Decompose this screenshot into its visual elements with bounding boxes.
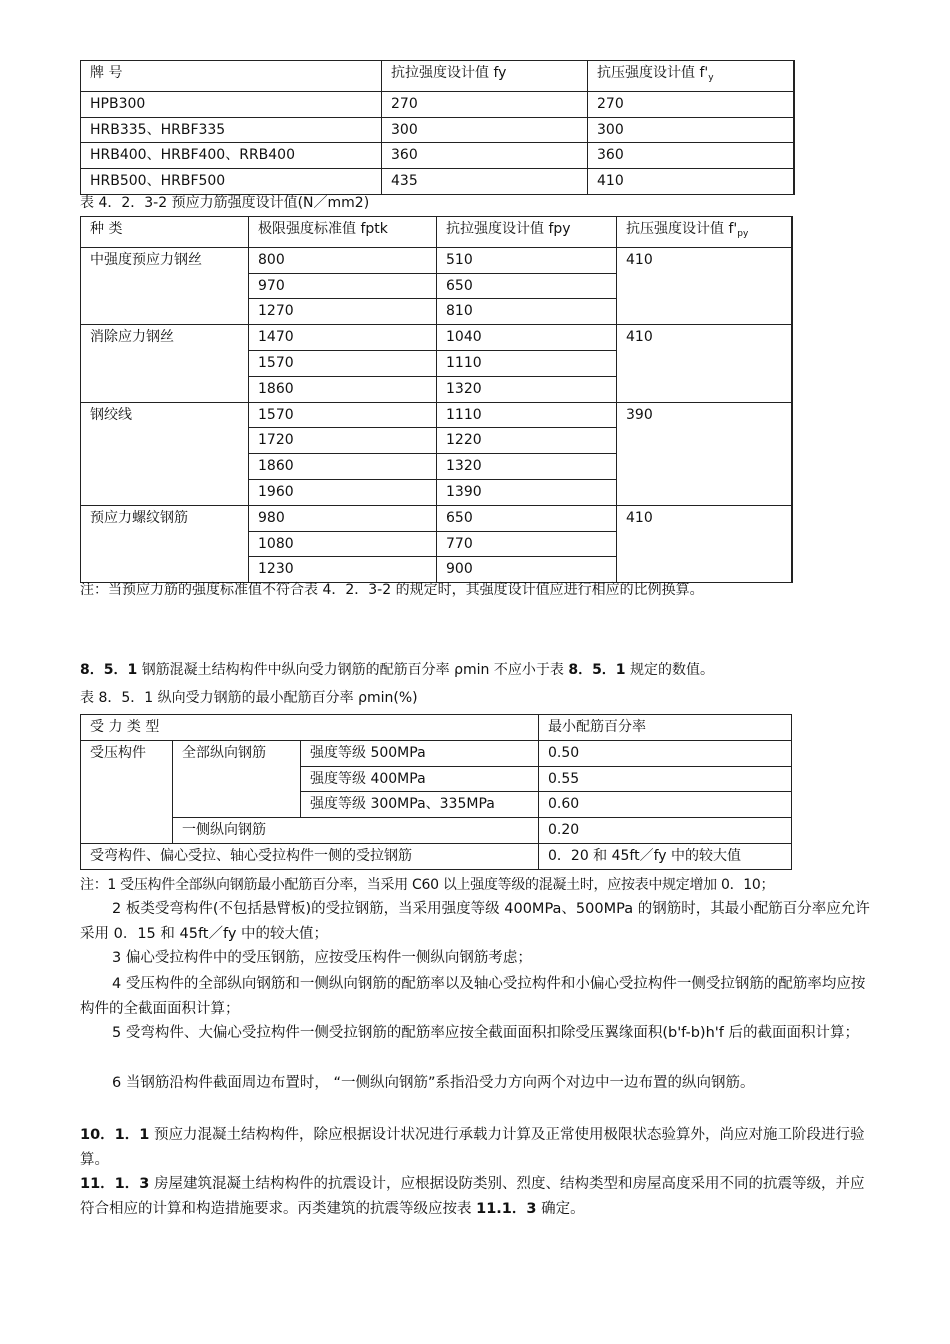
section-11-1-3: 11．1．3 房屋建筑混凝土结构构件的抗震设计，应根据设防类别、烈度、结构类型和房屋高度采用不同的抗震等级，并应符合相应的计算和构造措施要求。丙类建筑的抗震等级应按表 11.1．3 确定。 [80, 1176, 865, 1217]
cell-value: 0.60 [539, 792, 792, 818]
table-row [81, 402, 792, 428]
section-8-5-1: 8．5．1 钢筋混凝土结构构件中纵向受力钢筋的配筋百分率 ρmin 不应小于表 8．5．1 规定的数值。 [80, 662, 715, 678]
header-type: 受 力 类 型 [81, 715, 539, 741]
min-reinforcement-table [80, 714, 792, 870]
group-name: 中强度预应力钢丝 [81, 247, 249, 324]
table-row [81, 91, 794, 117]
cell-one-side: 一侧纵向钢筋 [173, 818, 539, 844]
cell-fpy: 1320 [437, 376, 617, 402]
cell-grade: HRB500、HRBF500 [81, 169, 382, 195]
table-row [81, 169, 794, 195]
cell-fptk: 800 [249, 247, 437, 273]
cell-bending: 受弯构件、偏心受拉、轴心受拉构件一侧的受拉钢筋 [81, 843, 539, 869]
cell-grade: 强度等级 300MPa、335MPa [301, 792, 539, 818]
table-row [81, 247, 792, 273]
header-min-ratio: 最小配筋百分率 [539, 715, 792, 741]
note-3: 3 偏心受拉构件中的受压钢筋，应按受压构件一侧纵向钢筋考虑； [112, 950, 532, 966]
table-header-row [81, 217, 792, 248]
cell-fpy: 1110 [437, 402, 617, 428]
cell-fpy: 650 [437, 273, 617, 299]
cell-fpy: 810 [437, 299, 617, 325]
header-tensile: 抗拉强度设计值 fy [382, 61, 588, 92]
cell-value: 0．20 和 45ft／fy 中的较大值 [539, 843, 792, 869]
group-name: 消除应力钢丝 [81, 325, 249, 402]
cell-fpy: 650 [437, 505, 617, 531]
cell-comp: 410 [617, 325, 792, 402]
section-10-1-1: 10．1．1 预应力混凝土结构构件，除应根据设计状况进行承载力计算及正常使用极限状态验算外，尚应对施工阶段进行验算。 [80, 1127, 865, 1168]
cell-fpy: 1110 [437, 350, 617, 376]
cell-tensile: 435 [382, 169, 588, 195]
cell-compressive: 410 [588, 169, 794, 195]
cell-compressive: 270 [588, 91, 794, 117]
table-row [81, 117, 794, 143]
cell-fpy: 1320 [437, 454, 617, 480]
cell-tensile: 360 [382, 143, 588, 169]
cell-grade: HRB335、HRBF335 [81, 117, 382, 143]
table-row [81, 143, 794, 169]
cell-fptk: 970 [249, 273, 437, 299]
table-row [81, 505, 792, 531]
table-row [81, 818, 792, 844]
cell-fptk: 1570 [249, 350, 437, 376]
table-row [81, 740, 792, 766]
cell-compressive: 300 [588, 117, 794, 143]
group-name: 钢绞线 [81, 402, 249, 505]
table-header-row [81, 61, 794, 92]
header-type: 种 类 [81, 217, 249, 248]
note-1: 注：1 受压构件全部纵向钢筋最小配筋百分率，当采用 C60 以上强度等级的混凝土时，应按表中规定增加 0．10； [80, 877, 775, 893]
cell-value: 0.20 [539, 818, 792, 844]
cell-fptk: 1720 [249, 428, 437, 454]
cell-value: 0.55 [539, 766, 792, 792]
cell-fpy: 1040 [437, 325, 617, 351]
cell-comp: 390 [617, 402, 792, 505]
cell-fptk: 1230 [249, 557, 437, 583]
cell-value: 0.50 [539, 740, 792, 766]
header-grade: 牌 号 [81, 61, 382, 92]
header-fptk: 极限强度标准值 fptk [249, 217, 437, 248]
header-compressive: 抗压强度设计值 $f'_y$ [588, 61, 794, 92]
cell-all-long: 全部纵向钢筋 [173, 740, 301, 817]
note-2: 2 板类受弯构件(不包括悬臂板)的受拉钢筋，当采用强度等级 400MPa、500MPa 的钢筋时，其最小配筋百分率应允许采用 0．15 和 45ft／fy 中的较大值； [80, 901, 870, 942]
cell-fptk: 1270 [249, 299, 437, 325]
cell-compress: 受压构件 [81, 740, 173, 843]
cell-comp: 410 [617, 505, 792, 582]
cell-fptk: 1960 [249, 479, 437, 505]
cell-fpy: 1220 [437, 428, 617, 454]
table-header-row [81, 715, 792, 741]
cell-fptk: 1570 [249, 402, 437, 428]
prestress-strength-table [80, 216, 793, 583]
table-row [81, 325, 792, 351]
header-fpy: 抗拉强度设计值 fpy [437, 217, 617, 248]
note-6: 6 当钢筋沿构件截面周边布置时， “一侧纵向钢筋”系指沿受力方向两个对边中一边布置的纵向钢筋。 [112, 1075, 755, 1091]
cell-comp: 410 [617, 247, 792, 324]
table2-note: 注：当预应力筋的强度标准值不符合表 4．2．3-2 的规定时，其强度设计值应进行相应的比例换算。 [80, 582, 704, 598]
table3-caption: 表 8．5．1 纵向受力钢筋的最小配筋百分率 ρmin(%) [80, 690, 418, 706]
cell-grade: HRB400、HRBF400、RRB400 [81, 143, 382, 169]
cell-fpy: 510 [437, 247, 617, 273]
cell-tensile: 300 [382, 117, 588, 143]
cell-grade: 强度等级 500MPa [301, 740, 539, 766]
note-5: 5 受弯构件、大偏心受拉构件一侧受拉钢筋的配筋率应按全截面面积扣除受压翼缘面积(b'f-b)h'f 后的截面面积计算； [112, 1025, 859, 1041]
cell-compressive: 360 [588, 143, 794, 169]
cell-fpy: 900 [437, 557, 617, 583]
header-fpy-comp: 抗压强度设计值 $f'_{py}$ [617, 217, 792, 248]
cell-grade: HPB300 [81, 91, 382, 117]
group-name: 预应力螺纹钢筋 [81, 505, 249, 582]
rebar-strength-table [80, 60, 795, 195]
cell-fpy: 1390 [437, 479, 617, 505]
cell-fptk: 1080 [249, 531, 437, 557]
cell-tensile: 270 [382, 91, 588, 117]
cell-fptk: 1470 [249, 325, 437, 351]
cell-fptk: 1860 [249, 376, 437, 402]
note-4: 4 受压构件的全部纵向钢筋和一侧纵向钢筋的配筋率以及轴心受拉构件和小偏心受拉构件一侧受拉钢筋的配筋率均应按构件的全截面面积计算； [80, 976, 866, 1017]
cell-grade: 强度等级 400MPa [301, 766, 539, 792]
cell-fptk: 1860 [249, 454, 437, 480]
cell-fptk: 980 [249, 505, 437, 531]
cell-fpy: 770 [437, 531, 617, 557]
table2-caption: 表 4．2．3-2 预应力筋强度设计值(N／mm2) [80, 195, 370, 211]
table-row [81, 843, 792, 869]
